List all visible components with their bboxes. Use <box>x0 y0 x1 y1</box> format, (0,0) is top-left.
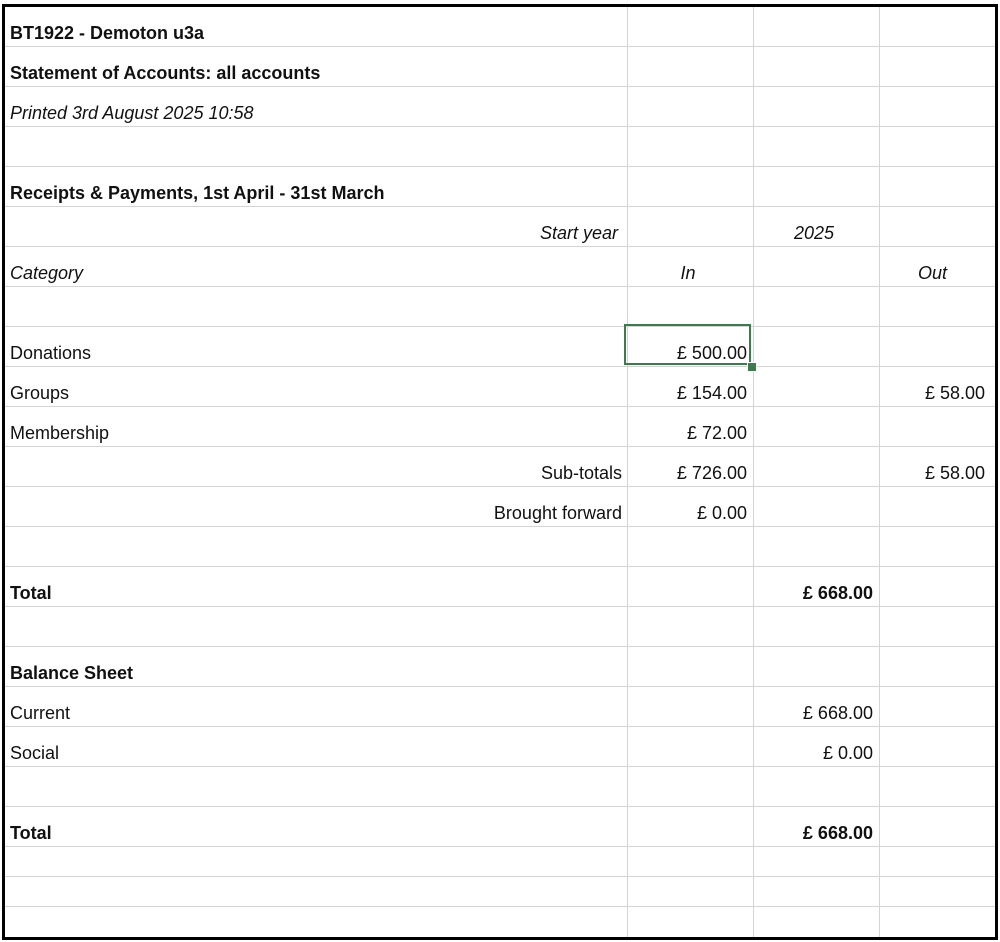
start-year-value[interactable]: 2025 <box>793 223 835 243</box>
balance-account-value[interactable]: £ 0.00 <box>822 743 873 763</box>
balance-account-name[interactable]: Current <box>10 703 71 723</box>
row-divider <box>4 326 996 327</box>
column-divider <box>753 4 754 938</box>
subtotals-out[interactable]: £ 58.00 <box>924 463 985 483</box>
category-name[interactable]: Membership <box>10 423 110 443</box>
category-out-amount[interactable]: £ 58.00 <box>924 383 985 403</box>
subtotals-label[interactable]: Sub-totals <box>540 463 622 483</box>
row-divider <box>4 646 996 647</box>
brought-forward-in[interactable]: £ 0.00 <box>696 503 747 523</box>
out-header[interactable]: Out <box>917 263 947 283</box>
category-in-amount[interactable]: £ 500.00 <box>676 343 747 363</box>
category-in-amount[interactable]: £ 154.00 <box>676 383 747 403</box>
brought-forward-label[interactable]: Brought forward <box>493 503 622 523</box>
category-in-amount[interactable]: £ 72.00 <box>686 423 747 443</box>
org-title[interactable]: BT1922 - Demoton u3a <box>10 23 205 43</box>
balance-total-value[interactable]: £ 668.00 <box>802 823 873 843</box>
row-divider <box>4 806 996 807</box>
category-name[interactable]: Donations <box>10 343 92 363</box>
receipts-total-value[interactable]: £ 668.00 <box>802 583 873 603</box>
category-name[interactable]: Groups <box>10 383 70 403</box>
in-header[interactable]: In <box>680 263 696 283</box>
row-divider <box>4 876 996 877</box>
category-header[interactable]: Category <box>10 263 84 283</box>
balance-account-name[interactable]: Social <box>10 743 60 763</box>
balance-sheet-heading[interactable]: Balance Sheet <box>10 663 134 683</box>
start-year-label[interactable]: Start year <box>539 223 618 243</box>
printed-timestamp[interactable]: Printed 3rd August 2025 10:58 <box>10 103 254 123</box>
row-divider <box>4 166 996 167</box>
active-cell-selection[interactable] <box>624 324 751 365</box>
balance-account-value[interactable]: £ 668.00 <box>802 703 873 723</box>
subtotals-in[interactable]: £ 726.00 <box>676 463 747 483</box>
row-divider <box>4 906 996 907</box>
receipts-heading[interactable]: Receipts & Payments, 1st April - 31st March <box>10 183 385 203</box>
balance-total-label[interactable]: Total <box>10 823 52 843</box>
fill-handle[interactable] <box>747 362 757 372</box>
statement-title[interactable]: Statement of Accounts: all accounts <box>10 63 321 83</box>
row-divider <box>4 566 996 567</box>
receipts-total-label[interactable]: Total <box>10 583 52 603</box>
